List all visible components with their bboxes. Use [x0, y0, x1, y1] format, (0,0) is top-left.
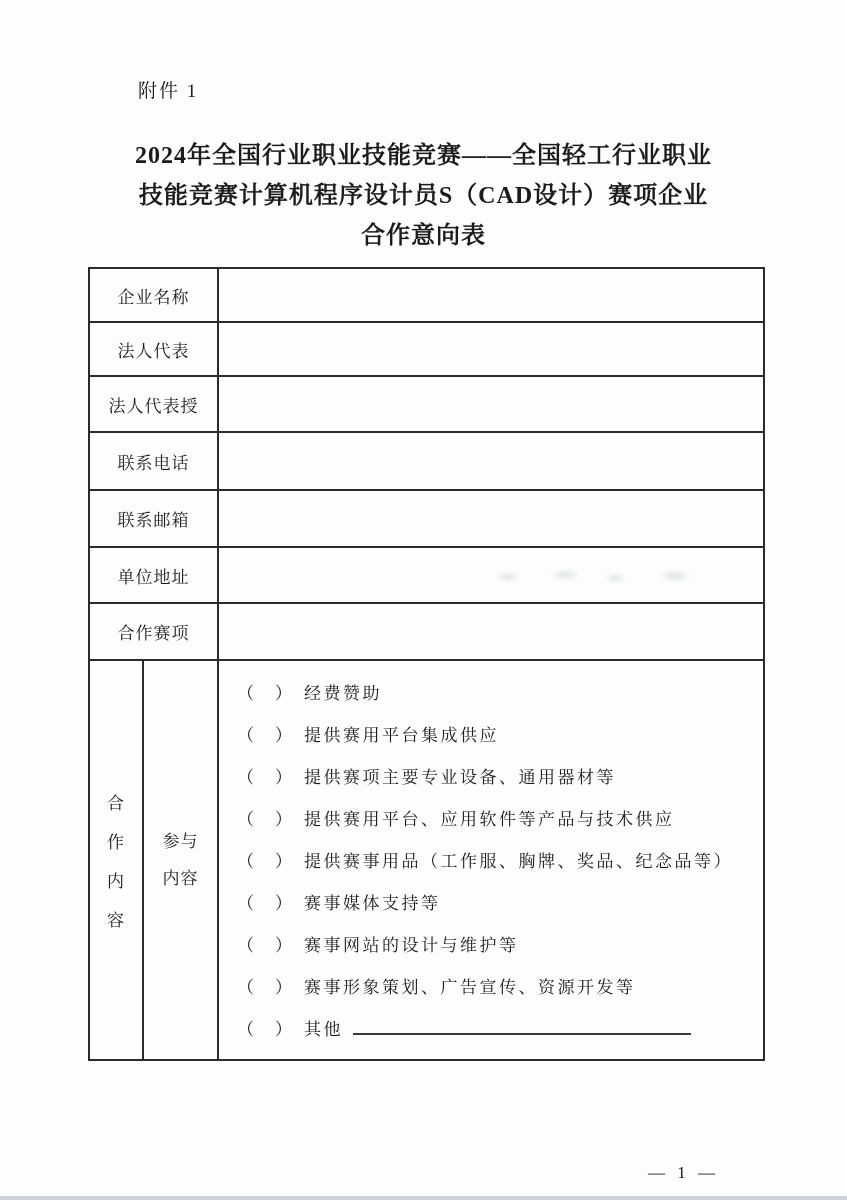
table-row [89, 322, 764, 376]
table-row [89, 490, 764, 547]
option-label: 赛事形象策划、广告宣传、资源开发等 [304, 978, 636, 997]
option-row-platform-integration [237, 715, 763, 757]
option-label: 赛事媒体支持等 [304, 894, 441, 913]
option-label: 提供赛用平台、应用软件等产品与技术供应 [304, 810, 675, 829]
group-label-char: 合 [107, 794, 125, 813]
table-row [89, 603, 764, 660]
attachment-label: 附件 1 [138, 81, 199, 102]
checkbox-brackets[interactable]: （ ） [237, 684, 294, 703]
option-row-branding [237, 967, 763, 1009]
option-row-software-supply [237, 799, 763, 841]
company-name-label: 企业名称 [89, 268, 218, 322]
contact-email-value-cell[interactable] [218, 490, 764, 547]
checkbox-brackets[interactable]: （ ） [237, 852, 294, 871]
option-label: 赛事网站的设计与维护等 [304, 936, 519, 955]
option-row-other [237, 1009, 763, 1051]
participation-label-line: 内容 [162, 869, 199, 888]
group-label-char: 内 [107, 872, 125, 891]
option-label: 提供赛用平台集成供应 [304, 726, 499, 745]
other-fill-line[interactable] [353, 1021, 691, 1035]
legal-representative-auth-value-cell[interactable] [218, 376, 764, 432]
option-label: 提供赛项主要专业设备、通用器材等 [304, 768, 616, 787]
legal-representative-auth-label: 法人代表授 [89, 376, 218, 432]
participation-options-list [219, 661, 763, 1051]
group-label-char: 作 [107, 833, 125, 852]
checkbox-brackets[interactable]: （ ） [237, 768, 294, 787]
option-row-media-support [237, 883, 763, 925]
cooperation-event-label: 合作赛项 [89, 603, 218, 660]
contact-email-label: 联系邮箱 [89, 490, 218, 547]
participation-content-label [143, 660, 218, 1060]
checkbox-brackets[interactable]: （ ） [237, 936, 294, 955]
option-row-equipment [237, 757, 763, 799]
option-row-website [237, 925, 763, 967]
document-title-line-3: 合作意向表 [361, 223, 486, 249]
contact-phone-label: 联系电话 [89, 432, 218, 490]
option-label: 其他 [304, 1020, 343, 1039]
table-row [89, 268, 764, 322]
page-number: — 1 — [648, 1163, 719, 1182]
legal-representative-value-cell[interactable] [218, 322, 764, 376]
option-row-event-supplies [237, 841, 763, 883]
group-label-char: 容 [107, 911, 125, 930]
checkbox-brackets[interactable]: （ ） [237, 810, 294, 829]
scan-edge-shadow [0, 1196, 847, 1200]
table-row-cooperation-content [89, 660, 764, 1060]
option-label: 提供赛事用品（工作服、胸牌、奖品、纪念品等） [304, 852, 733, 871]
document-title-line-1: 2024年全国行业职业技能竞赛——全国轻工行业职业 [135, 143, 712, 169]
cooperation-intent-form-table [88, 267, 765, 1061]
document-title-line-2: 技能竞赛计算机程序设计员S（CAD设计）赛项企业 [138, 183, 709, 209]
company-name-value-cell[interactable] [218, 268, 764, 322]
scan-bleed-artifact [470, 566, 720, 588]
participation-label-line: 参与 [162, 832, 199, 851]
checkbox-brackets[interactable]: （ ） [237, 978, 294, 997]
checkbox-brackets[interactable]: （ ） [237, 726, 294, 745]
contact-phone-value-cell[interactable] [218, 432, 764, 490]
document-title [0, 136, 847, 256]
participation-options-cell [218, 660, 764, 1060]
company-address-label: 单位地址 [89, 547, 218, 603]
checkbox-brackets[interactable]: （ ） [237, 1020, 294, 1039]
option-row-funding [237, 673, 763, 715]
legal-representative-label: 法人代表 [89, 322, 218, 376]
option-label: 经费赞助 [304, 684, 382, 703]
cooperation-event-value-cell[interactable] [218, 603, 764, 660]
cooperation-content-group-label [89, 660, 143, 1060]
table-row [89, 376, 764, 432]
table-row [89, 432, 764, 490]
checkbox-brackets[interactable]: （ ） [237, 894, 294, 913]
